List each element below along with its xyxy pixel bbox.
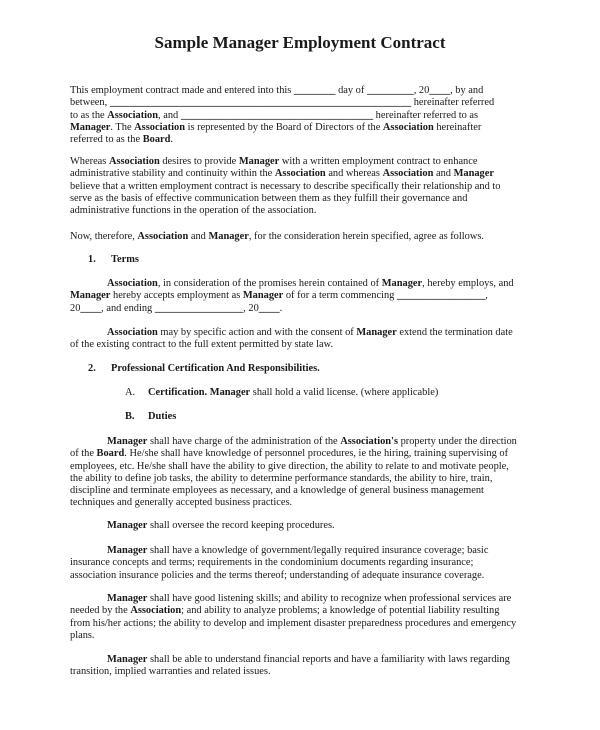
subsection-letter: B. xyxy=(125,411,135,422)
text: referred to as the xyxy=(70,134,143,145)
text: plans. xyxy=(70,629,95,641)
text: desires to provide xyxy=(159,156,239,167)
bold-text: Manager xyxy=(70,121,111,133)
text: of the existing contract to the full extent permitted by state law. xyxy=(70,339,334,351)
text: , and xyxy=(158,109,181,121)
text: property under the direction xyxy=(397,436,517,447)
text: serve as the basis of effective communication between them as they fulfill their governance and xyxy=(70,192,468,204)
text: Now, therefore, xyxy=(70,231,138,242)
bold-text: __________________________________________________________ xyxy=(109,97,412,109)
bold-text: Association xyxy=(274,168,326,180)
text: believe that a written employment contract is necessary to describe specifically their relationship and to xyxy=(70,180,501,192)
text: is represented by the Board of Directors of the xyxy=(184,121,383,133)
bold-text: Association xyxy=(137,231,189,242)
text: insurance concepts and terms; requirements in the condominium documents regarding insurance; xyxy=(70,557,474,569)
text: , xyxy=(485,290,488,302)
section-title: Professional Certification And Responsibilities. xyxy=(111,363,320,374)
text: hereinafter referred to as xyxy=(373,109,479,121)
bold-text: _________________ xyxy=(396,290,486,302)
bold-text: _____________________________________ xyxy=(180,109,374,121)
bold-text: Association xyxy=(134,121,185,133)
text-line xyxy=(70,570,540,582)
bold-text: Manager xyxy=(208,231,249,242)
text: from his/her actions; the ability to develop and implement disaster preparedness procedures and emergency xyxy=(70,617,517,629)
bold-text: Manager xyxy=(209,387,251,398)
text: shall hold a valid license. (where applicable) xyxy=(250,387,439,398)
terms-paragraph xyxy=(70,278,540,315)
financial-paragraph xyxy=(70,654,540,679)
text-line xyxy=(70,231,540,243)
document-title: Sample Manager Employment Contract xyxy=(154,33,446,52)
text: . He/she shall have knowledge of personnel procedures, ie the hiring, training supervising of xyxy=(124,448,509,460)
bold-text: _________ xyxy=(366,85,414,96)
bold-text: ____ xyxy=(80,302,102,314)
text: hereby accepts employment as xyxy=(110,290,243,302)
text-line xyxy=(70,290,540,302)
text: between, xyxy=(70,97,110,109)
text-line xyxy=(70,85,540,97)
text-line xyxy=(70,618,540,630)
text: shall have a knowledge of government/legally required insurance coverage; basic xyxy=(147,545,489,556)
text-line xyxy=(70,134,540,146)
agreement-paragraph xyxy=(70,231,540,243)
text-line xyxy=(70,110,540,122)
insurance-paragraph xyxy=(70,545,540,582)
subsection-a xyxy=(70,387,540,399)
text: extend the termination date xyxy=(396,327,513,338)
bold-text: Manager xyxy=(107,520,148,531)
text: ; and ability to analyze problems; a knowledge of potential liability resulting xyxy=(181,605,500,617)
text: Whereas xyxy=(70,156,109,167)
text: hereinafter xyxy=(433,121,482,133)
bold-text: Association xyxy=(107,327,158,338)
text: , in consideration of the promises herein contained of xyxy=(157,278,382,289)
section-number: 1. xyxy=(88,254,96,265)
text: hereinafter referred xyxy=(411,97,495,109)
text: and xyxy=(188,231,209,242)
text-line xyxy=(70,339,540,351)
text: employees, etc. He/she shall have the ability to give direction, the ability to relate to and motivate people, xyxy=(70,460,509,472)
subsection-letter: A. xyxy=(125,387,136,398)
text: , 20 xyxy=(413,85,430,96)
duties-paragraph xyxy=(70,436,540,510)
text: and xyxy=(433,168,454,180)
record-keeping-paragraph xyxy=(70,520,540,532)
text-line xyxy=(70,278,540,290)
text: and whereas xyxy=(325,168,383,180)
text: . The xyxy=(110,121,135,133)
bold-text: _________________ xyxy=(154,302,244,314)
text: , 20 xyxy=(243,302,259,314)
text: This employment contract made and entered into this xyxy=(70,85,294,96)
bold-text: Association xyxy=(382,121,434,133)
text: administrative stability and continuity within the xyxy=(70,168,275,180)
bold-text: Manager xyxy=(107,545,148,556)
text-line xyxy=(70,605,540,617)
text: , hereby employs, and xyxy=(422,278,514,289)
text: of for a term commencing xyxy=(283,290,397,302)
text-line xyxy=(70,436,540,448)
bold-text: Association xyxy=(108,156,160,167)
bold-text: Certification. xyxy=(148,387,208,398)
text: may by specific action and with the consent of xyxy=(157,327,357,338)
bold-text: Association xyxy=(382,168,434,180)
text-line xyxy=(70,545,540,557)
subsection-text xyxy=(148,387,438,398)
subsection-title: Duties xyxy=(148,411,177,422)
bold-text: ____ xyxy=(429,85,451,96)
text: with a written employment contract to enhance xyxy=(279,156,478,167)
text: techniques and generally accepted business practices. xyxy=(70,497,293,509)
bold-text: Association's xyxy=(340,436,398,447)
text: the ability to define job tasks, the ability to determine performance standards, the ability to hire, train, xyxy=(70,472,493,484)
text: shall oversee the record keeping procedures. xyxy=(147,520,335,531)
text: , and ending xyxy=(101,302,155,314)
parties-paragraph xyxy=(70,85,540,146)
text-line xyxy=(70,497,540,509)
bold-text: Manager xyxy=(107,436,148,447)
text-line xyxy=(70,303,540,315)
bold-text: Manager xyxy=(356,327,397,338)
text-line xyxy=(70,193,540,205)
text-line xyxy=(70,485,540,497)
text-line xyxy=(70,156,540,168)
text: discipline and terminate employees as necessary, and a knowledge of general business management xyxy=(70,485,484,496)
text: shall have charge of the administration of the xyxy=(147,436,341,447)
section-1-heading xyxy=(70,254,540,266)
bold-text: Manager xyxy=(453,168,494,180)
bold-text: Manager xyxy=(238,156,280,167)
bold-text: Board xyxy=(142,134,171,145)
bold-text: Manager xyxy=(70,290,111,302)
text-line xyxy=(70,520,540,532)
text-line xyxy=(70,181,540,193)
text-line xyxy=(70,122,540,134)
text: of the xyxy=(70,448,97,460)
text: association insurance policies and the terms thereof; understanding of adequate insurance coverage. xyxy=(70,569,485,581)
bold-text: Association xyxy=(107,109,159,121)
subsection-b xyxy=(70,411,540,423)
section-2-heading xyxy=(70,363,540,375)
text-line xyxy=(70,448,540,460)
extension-paragraph xyxy=(70,327,540,352)
text: transition, implied warranties and related issues. xyxy=(70,666,271,678)
bold-text: Manager xyxy=(242,290,284,302)
bold-text: Association xyxy=(107,278,158,289)
text-line xyxy=(70,327,540,339)
text-line xyxy=(70,168,540,180)
text-line xyxy=(70,557,540,569)
bold-text: ____ xyxy=(258,302,280,314)
text: 20 xyxy=(70,302,81,314)
bold-text: Board xyxy=(96,448,125,460)
text-line xyxy=(70,630,540,642)
text: shall be able to understand financial reports and have a familiarity with laws regarding xyxy=(147,654,510,665)
text: day of xyxy=(335,85,367,96)
text-line xyxy=(70,666,540,678)
text: . xyxy=(279,302,283,314)
text-line xyxy=(70,97,540,109)
bold-text: Manager xyxy=(107,654,148,665)
bold-text: Manager xyxy=(107,593,148,604)
text: needed by the xyxy=(70,605,131,617)
text: , by and xyxy=(450,85,484,96)
text-line xyxy=(70,473,540,485)
bold-text: Association xyxy=(130,605,182,617)
section-number: 2. xyxy=(88,363,96,374)
text: shall have good listening skills; and ability to recognize when professional services are xyxy=(147,593,512,604)
whereas-paragraph xyxy=(70,156,540,217)
text: to as the xyxy=(70,109,108,121)
text-line xyxy=(70,593,540,605)
text-line xyxy=(70,461,540,473)
text: administrative functions in the operation of the association. xyxy=(70,205,317,216)
section-title: Terms xyxy=(111,254,139,265)
text-line xyxy=(70,654,540,666)
skills-paragraph xyxy=(70,593,540,642)
text: , for the consideration herein specified, agree as follows. xyxy=(248,231,484,242)
text-line xyxy=(70,205,540,217)
bold-text: Manager xyxy=(381,278,423,289)
bold-text: ________ xyxy=(293,85,336,96)
text: . xyxy=(170,134,174,145)
